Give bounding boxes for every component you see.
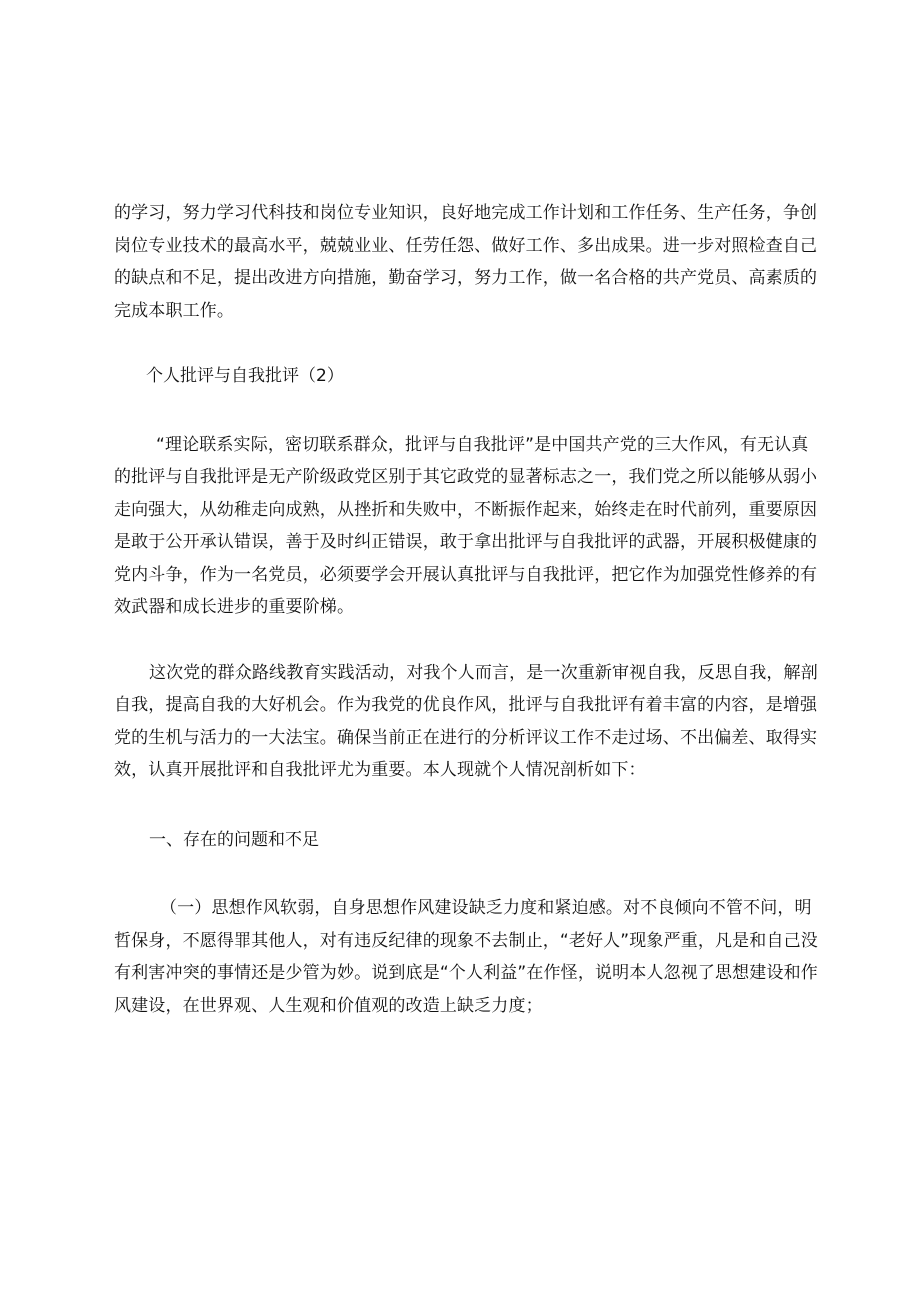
- text-line: 效，认真开展批评和自我批评尤为重要。本人现就个人情况剖析如下：: [114, 760, 646, 780]
- text-line: 效武器和成长进步的重要阶梯。: [114, 597, 355, 617]
- text-line: 这次党的群众路线教育实践活动，对我个人而言，是一次重新审视自我，反思自我，解剖: [149, 662, 818, 683]
- text-line: 岗位专业技术的最高水平，兢兢业业、任劳任怨、做好工作、多出成果。进一步对照检查自己: [114, 235, 818, 256]
- paragraph-continuation: [114, 197, 818, 327]
- text-line: 党的生机与活力的一大法宝。确保当前正在进行的分析评议工作不走过场、不出偏差、取得实: [114, 727, 818, 748]
- document-page: [114, 197, 818, 1022]
- text-line: 的学习，努力学习代科技和岗位专业知识，良好地完成工作计划和工作任务、生产任务，争创: [114, 203, 818, 223]
- text-line: 走向强大，从幼稚走向成熟，从挫折和失败中，不断振作起来，始终走在时代前列，重要原因: [114, 499, 818, 520]
- document-title: 个人批评与自我批评（2）: [146, 366, 344, 386]
- text-line: （一）思想作风软弱，自身思想作风建设缺乏力度和紧迫感。对不良倾向不管不问，明: [160, 898, 812, 918]
- text-line: 的批评与自我批评是无产阶级政党区别于其它政党的显著标志之一，我们党之所以能够从弱小: [114, 467, 818, 487]
- paragraph-intro: [114, 429, 818, 624]
- paragraph-activity: [114, 657, 818, 787]
- text-line: 风建设，在世界观、人生观和价值观的改造上缺乏力度；: [114, 995, 543, 1016]
- text-line: 党内斗争，作为一名党员，必须要学会开展认真批评与自我批评，把它作为加强党性修养的有: [114, 564, 818, 585]
- section-heading: 一、存在的问题和不足: [149, 829, 319, 850]
- text-line: 是敢于公开承认错误，善于及时纠正错误，敢于拿出批评与自我批评的武器，开展积极健康的: [114, 532, 818, 552]
- text-line: 有利害冲突的事情还是少管为妙。说到底是“个人利益”在作怪，说明本人忽视了思想建设和作: [114, 963, 818, 983]
- text-line: 的缺点和不足，提出改进方向措施，勤奋学习，努力工作，做一名合格的共产党员、高素质的: [114, 268, 818, 288]
- text-line: 哲保身，不愿得罪其他人，对有违反纪律的现象不去制止，“老好人”现象严重，凡是和自己没: [114, 930, 818, 951]
- paragraph-problem-1: [114, 892, 818, 1022]
- text-line: “理论联系实际，密切联系群众，批评与自我批评”是中国共产党的三大作风，有无认真: [156, 434, 809, 455]
- text-line: 自我，提高自我的大好机会。作为我党的优良作风，批评与自我批评有着丰富的内容，是增强: [114, 695, 818, 715]
- text-line: 完成本职工作。: [114, 300, 235, 321]
